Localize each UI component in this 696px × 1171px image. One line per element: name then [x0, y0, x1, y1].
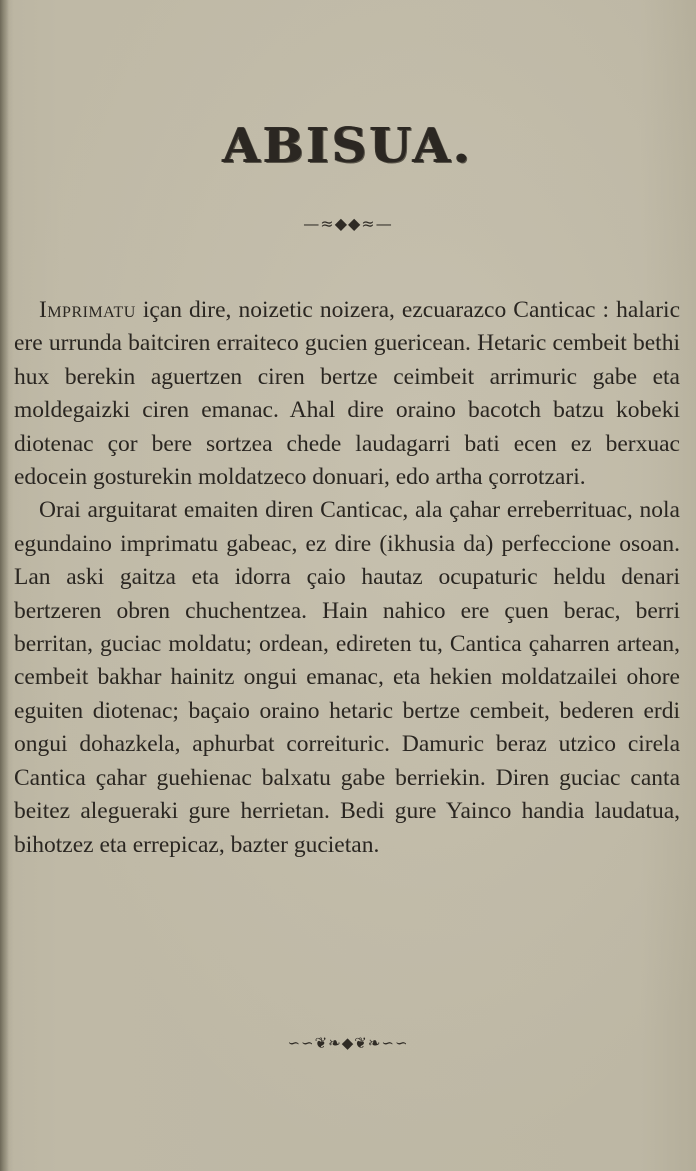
paragraph-1 — [14, 294, 680, 494]
page-title: ABISUA. — [222, 118, 474, 174]
paragraph-2 — [14, 494, 680, 861]
page-spine-shadow — [0, 0, 9, 1171]
ornament-top: —≈◆◆≈— — [303, 214, 393, 233]
paragraph-2-text: Orai arguitarat emaiten diren Canticac, ala çahar erreberrituac, nola egundaino imprimatu gabeac, ez dire (ikhusia da) perfeccione osoan. Lan aski gaitza eta idorra çaio hautaz ocupaturic heldu denari bertzeren obren chuchentzea. Hain nahico ere çuen berac, berri berritan, guciac moldatu; ordean, edireten tu, Cantica çaharren artean, cembeit bakhar hainitz ongui emanac, eta hekien moldatzailei ohore eguiten diotenac; baçaio oraino hetaric bertze cembeit, bederen erdi ongui dohazkela, aphurbat correituric. Damuric beraz utzico cirela Cantica çahar guehienac balxatu gabe berriekin. Diren guciac canta beitez alegueraki gure herrietan. Bedi gure Yainco handia laudatua, bihotzez eta errepicaz, bazter gucietan. — [14, 497, 680, 858]
lead-word: Imprimatu — [39, 297, 136, 323]
paragraph-1-text: içan dire, noizetic noizera, ezcuarazco Canticac : halaric ere urrunda baitciren erraiteco gucien guericean. Hetaric cembeit bethi hux berekin aguertzen ciren bertze ceimbeit arrimuric gabe eta moldegaizki ciren emanac. Ahal dire oraino bacotch batzu kobeki diotenac çor bere sortzea chede laudagarri bati ecen ez berxuac edocein gosturekin moldatzeco donuari, edo artha çorrotzari. — [14, 297, 680, 491]
body-text — [14, 294, 680, 862]
ornament-bottom: ∽∽❦❧◆❦❧∽∽ — [287, 1034, 409, 1052]
